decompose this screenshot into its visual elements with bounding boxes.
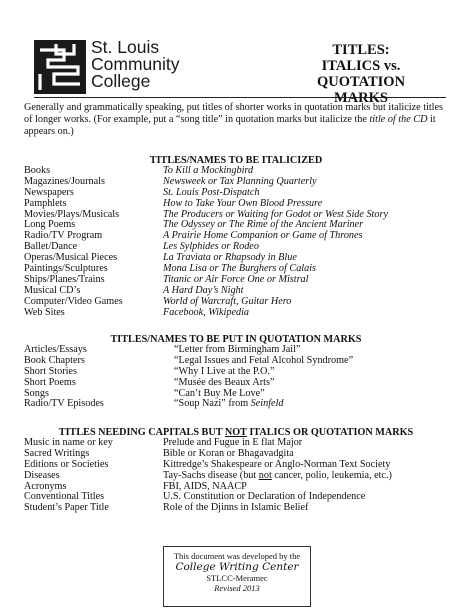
capitals-list (24, 438, 454, 514)
category-label: Short Stories (24, 365, 77, 377)
example-text (163, 503, 308, 514)
category-label: Ballet/Dance (24, 241, 78, 253)
category-label: Editions or Societies (24, 458, 109, 470)
example-underlined: not (258, 469, 272, 481)
header-divider (34, 97, 446, 98)
category-label: Acronyms (24, 480, 67, 492)
college-name-line: St. Louis (91, 37, 160, 57)
category-label: Music in name or key (24, 437, 113, 448)
intro-italic-text: title of the CD (369, 114, 428, 125)
example-main: The Odyssey or The Rime of the Ancient Mariner (163, 219, 364, 231)
example-main: A Hard Day’s Night (163, 284, 244, 296)
example-main: La Traviata or Rhapsody in Blue (163, 252, 297, 264)
category-label: Books (24, 165, 51, 176)
list-item (24, 308, 454, 319)
example-main: Tay-Sachs disease (but (163, 469, 259, 481)
category-label: Movies/Plays/Musicals (24, 208, 120, 220)
capitals-heading-text-end: ITALICS OR QUOTATION MARKS (246, 427, 414, 438)
intro-text: Generally and grammatically speaking, put titles of shorter works in quotation marks but italicize titles of longer works. (For example, put a “song title” in quotation marks but italicize the (24, 102, 443, 125)
example-main: Facebook, Wikipedia (163, 306, 249, 318)
quotation-list (24, 345, 454, 410)
category-label: Ships/Planes/Trains (24, 273, 105, 285)
category-label: Conventional Titles (24, 491, 105, 503)
example-main: U.S. Constitution or Declaration of Independence (163, 491, 366, 503)
category-label: Student’s Paper Title (24, 502, 109, 514)
example-main: World of Warcraft, Guitar Hero (163, 295, 292, 307)
example-main: “Can’t Buy Me Love” (174, 387, 265, 399)
footer-line: STLCC-Meramec (206, 573, 268, 583)
category-label: Computer/Video Games (24, 295, 123, 307)
example-main: Les Sylphides or Rodeo (163, 241, 259, 253)
stlcc-logo-icon (34, 40, 86, 94)
example-main: A Prairie Home Companion or Game of Thrones (163, 230, 363, 242)
category-label: Magazines/Journals (24, 175, 105, 187)
category-label: Diseases (24, 469, 60, 481)
category-label: Paintings/Sculptures (24, 263, 108, 275)
quotation-heading: TITLES/NAMES TO BE PUT IN QUOTATION MARKS (110, 334, 362, 345)
intro-text-end: it appears on.) (24, 114, 436, 137)
list-item (24, 399, 454, 410)
example-main: Mona Lisa or The Burghers of Calais (163, 263, 317, 275)
example-main: How to Take Your Own Blood Pressure (163, 197, 323, 209)
category-label: Web Sites (24, 306, 65, 318)
category-label: Songs (24, 387, 49, 399)
category-label: Short Poems (24, 376, 76, 388)
example-main: FBI, AIDS, NAACP (163, 480, 247, 492)
example-main: Prelude and Fugue in E flat Major (163, 437, 303, 448)
italicize-list (24, 166, 454, 318)
example-main: “Letter from Birmingham Jail” (174, 344, 301, 355)
title-line: ITALICS vs. QUOTATION (316, 58, 406, 90)
capitals-heading-text: TITLES NEEDING CAPITALS BUT (58, 427, 225, 438)
footer-line: This document was developed by the (173, 551, 301, 561)
example-text (174, 399, 284, 410)
example-italic: Seinfeld (250, 398, 284, 410)
capitals-heading-not: NOT (224, 427, 247, 438)
category-label: Newspapers (24, 186, 74, 198)
category-label: Musical CD’s (24, 284, 81, 296)
college-name-line: Community (91, 54, 180, 74)
category-label: Articles/Essays (24, 344, 87, 355)
category-label: Radio/TV Program (24, 230, 103, 242)
writing-center-name: College Writing Center (175, 561, 299, 573)
category-label: Operas/Musical Pieces (24, 252, 118, 264)
example-main: Kittredge’s Shakespeare or Anglo-Norman Text Society (163, 458, 391, 470)
example-main: “Soup Nazi” from (174, 398, 251, 410)
example-main: To Kill a Mockingbird (163, 165, 254, 176)
category-label: Radio/TV Episodes (24, 398, 104, 410)
title-line: MARKS (334, 90, 388, 106)
footer-box (163, 546, 311, 607)
list-item (24, 503, 454, 514)
example-main: Newsweek or Tax Planning Quarterly (163, 175, 317, 187)
intro-paragraph (24, 102, 448, 138)
italicize-heading: TITLES/NAMES TO BE ITALICIZED (149, 155, 323, 166)
example-main: “Legal Issues and Fetal Alcohol Syndrome” (174, 354, 354, 366)
title-line: TITLES: (332, 42, 390, 58)
example-main: “Musée des Beaux Arts” (174, 376, 275, 388)
category-label: Long Poems (24, 219, 76, 231)
example-main: St. Louis Post-Dispatch (163, 186, 260, 198)
revision-note: Revised 2013 (214, 583, 260, 593)
category-label: Sacred Writings (24, 447, 90, 459)
example-text (163, 308, 249, 319)
category-label: Book Chapters (24, 354, 85, 366)
example-main: The Producers or Waiting for Godot or West Side Story (163, 208, 388, 220)
example-rest: cancer, polio, leukemia, etc.) (271, 469, 392, 481)
page-header (34, 37, 446, 106)
example-main: “Why I Live at the P.O.” (174, 365, 275, 377)
example-main: Titanic or Air Force One or Mistral (163, 273, 309, 285)
example-main: Bible or Koran or Bhagavadgita (163, 447, 294, 459)
college-name (91, 39, 180, 90)
example-main: Role of the Djinns in Islamic Belief (163, 502, 309, 514)
category-label: Pamphlets (24, 197, 67, 209)
college-name-line: College (91, 71, 151, 91)
